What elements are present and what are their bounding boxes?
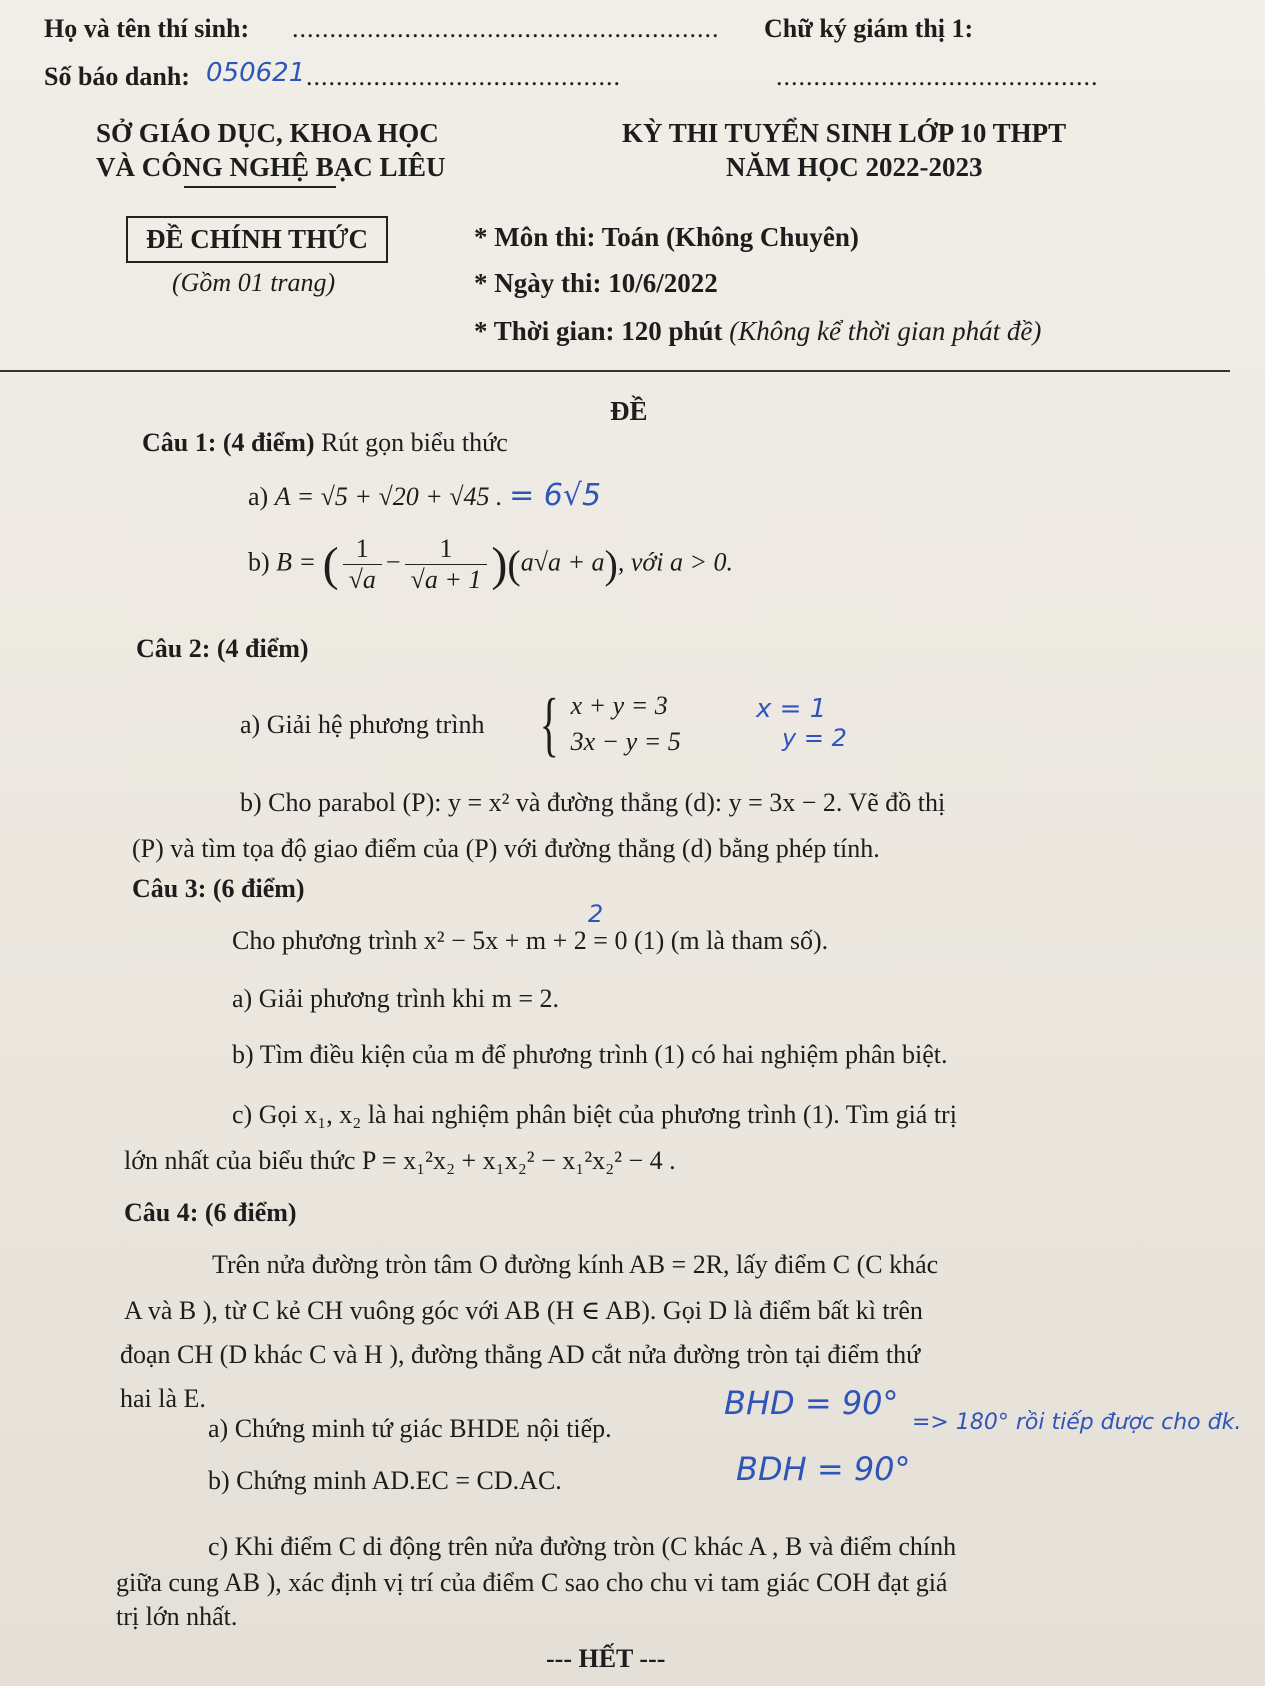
q1-prompt: Rút gọn biểu thức <box>321 428 508 457</box>
time-line <box>474 316 1041 347</box>
q2b-line-1: b) Cho parabol (P): y = x² và đường thẳng (d): y = 3x − 2. Vẽ đồ thị <box>240 788 946 817</box>
candidate-id-value: 050621 <box>206 58 306 88</box>
candidate-name-dots: ......................................................... <box>292 14 720 43</box>
candidate-id-label: Số báo danh: <box>44 62 190 91</box>
header-divider <box>0 370 1230 372</box>
q1b-label: b) <box>248 547 270 577</box>
q4c-line-2: giữa cung AB ), xác định vị trí của điểm C sao cho chu vi tam giác COH đạt giá <box>116 1568 948 1597</box>
q2b-line-2: (P) và tìm tọa độ giao điểm của (P) với đường thẳng (d) bằng phép tính. <box>132 834 880 863</box>
time-bold: * Thời gian: 120 phút <box>474 316 723 346</box>
q4-handwritten-note-2: BDH = 90° <box>736 1450 911 1488</box>
q3-handwritten-mark: 2 <box>588 900 604 928</box>
q2a-equation-1: x + y = 3 <box>570 691 668 720</box>
q4c-line-1: c) Khi điểm C di động trên nửa đường tròn (C khác A , B và điểm chính <box>208 1532 957 1561</box>
q1-title-line <box>142 428 508 458</box>
q4-paragraph-2: A và B ), từ C kẻ CH vuông góc với AB (H ∈ AB). Gọi D là điểm bất kì trên <box>124 1296 923 1325</box>
q3c-line-2: lớn nhất của biểu thức P = x₁²x₂ + x₁x₂² − x₁²x₂² − 4 . <box>124 1146 676 1175</box>
department-line-2: VÀ CÔNG NGHỆ BẠC LIÊU <box>96 152 446 182</box>
q3b: b) Tìm điều kiện của m để phương trình (1) có hai nghiệm phân biệt. <box>232 1040 948 1069</box>
end-marker: --- HẾT --- <box>546 1644 666 1673</box>
supervisor-signature-label: Chữ ký giám thị 1: <box>764 14 974 43</box>
q2a-system: { x + y = 3 3x − y = 5 <box>539 684 681 764</box>
q3a: a) Giải phương trình khi m = 2. <box>232 984 560 1013</box>
q2a-text: a) Giải hệ phương trình <box>240 710 485 739</box>
q1b-condition: , với a > 0. <box>617 547 734 577</box>
official-exam-badge: ĐỀ CHÍNH THỨC <box>126 216 388 263</box>
q3c-line-1: c) Gọi x₁, x₂ là hai nghiệm phân biệt của phương trình (1). Tìm giá trị <box>232 1100 957 1129</box>
q1a <box>248 478 601 513</box>
q3-intro: Cho phương trình x² − 5x + m + 2 = 0 (1) (m là tham số). <box>232 926 829 955</box>
q2a-equation-2: 3x − y = 5 <box>570 727 681 756</box>
q4c-line-3: trị lớn nhất. <box>116 1602 238 1631</box>
exam-heading: ĐỀ <box>610 396 648 426</box>
q4-paragraph-3: đoạn CH (D khác C và H ), đường thẳng AD cắt nửa đường tròn tại điểm thứ <box>120 1340 921 1369</box>
q3-title: Câu 3: (6 điểm) <box>132 874 305 903</box>
q2-title: Câu 2: (4 điểm) <box>136 634 309 663</box>
q4b: b) Chứng minh AD.EC = CD.AC. <box>208 1466 562 1495</box>
supervisor-signature-dots: ........................................... <box>776 62 1099 91</box>
q4-title: Câu 4: (6 điểm) <box>124 1198 297 1227</box>
candidate-id-dots: .......................................... <box>306 62 621 91</box>
q2a-handwritten-y: y = 2 <box>782 724 847 752</box>
q2a-handwritten-x: x = 1 <box>756 694 827 724</box>
time-note: (Không kể thời gian phát đề) <box>729 316 1042 346</box>
department-underline <box>184 186 336 188</box>
q4-handwritten-note-3: => 180° rồi tiếp được cho đk. <box>912 1410 1242 1435</box>
department-line-1: SỞ GIÁO DỤC, KHOA HỌC <box>96 118 439 148</box>
q4-paragraph-1: Trên nửa đường tròn tâm O đường kính AB = 2R, lấy điểm C (C khác <box>212 1250 939 1279</box>
candidate-name-label: Họ và tên thí sinh: <box>44 14 250 43</box>
subject-line: * Môn thi: Toán (Không Chuyên) <box>474 222 859 252</box>
q4a: a) Chứng minh tứ giác BHDE nội tiếp. <box>208 1414 612 1443</box>
q1-title: Câu 1: (4 điểm) <box>142 428 315 457</box>
q4-handwritten-note-1: BHD = 90° <box>724 1384 899 1422</box>
exam-title-line-1: KỲ THI TUYỂN SINH LỚP 10 THPT <box>622 118 1067 148</box>
q1a-expression: A = √5 + √20 + √45 . <box>274 482 503 511</box>
q1a-handwritten-answer: = 6√5 <box>509 478 602 513</box>
q1b: b) B = ( $\frac{1}{√a}$ − $\frac{1}{√a + 1}$ )(a√a + a), với a > 0. <box>248 534 734 594</box>
exam-title-line-2: NĂM HỌC 2022-2023 <box>726 152 983 182</box>
pages-note: (Gồm 01 trang) <box>172 268 336 297</box>
q1a-label: a) <box>248 482 269 511</box>
date-line: * Ngày thi: 10/6/2022 <box>474 268 718 298</box>
q4-paragraph-4: hai là E. <box>120 1384 206 1413</box>
